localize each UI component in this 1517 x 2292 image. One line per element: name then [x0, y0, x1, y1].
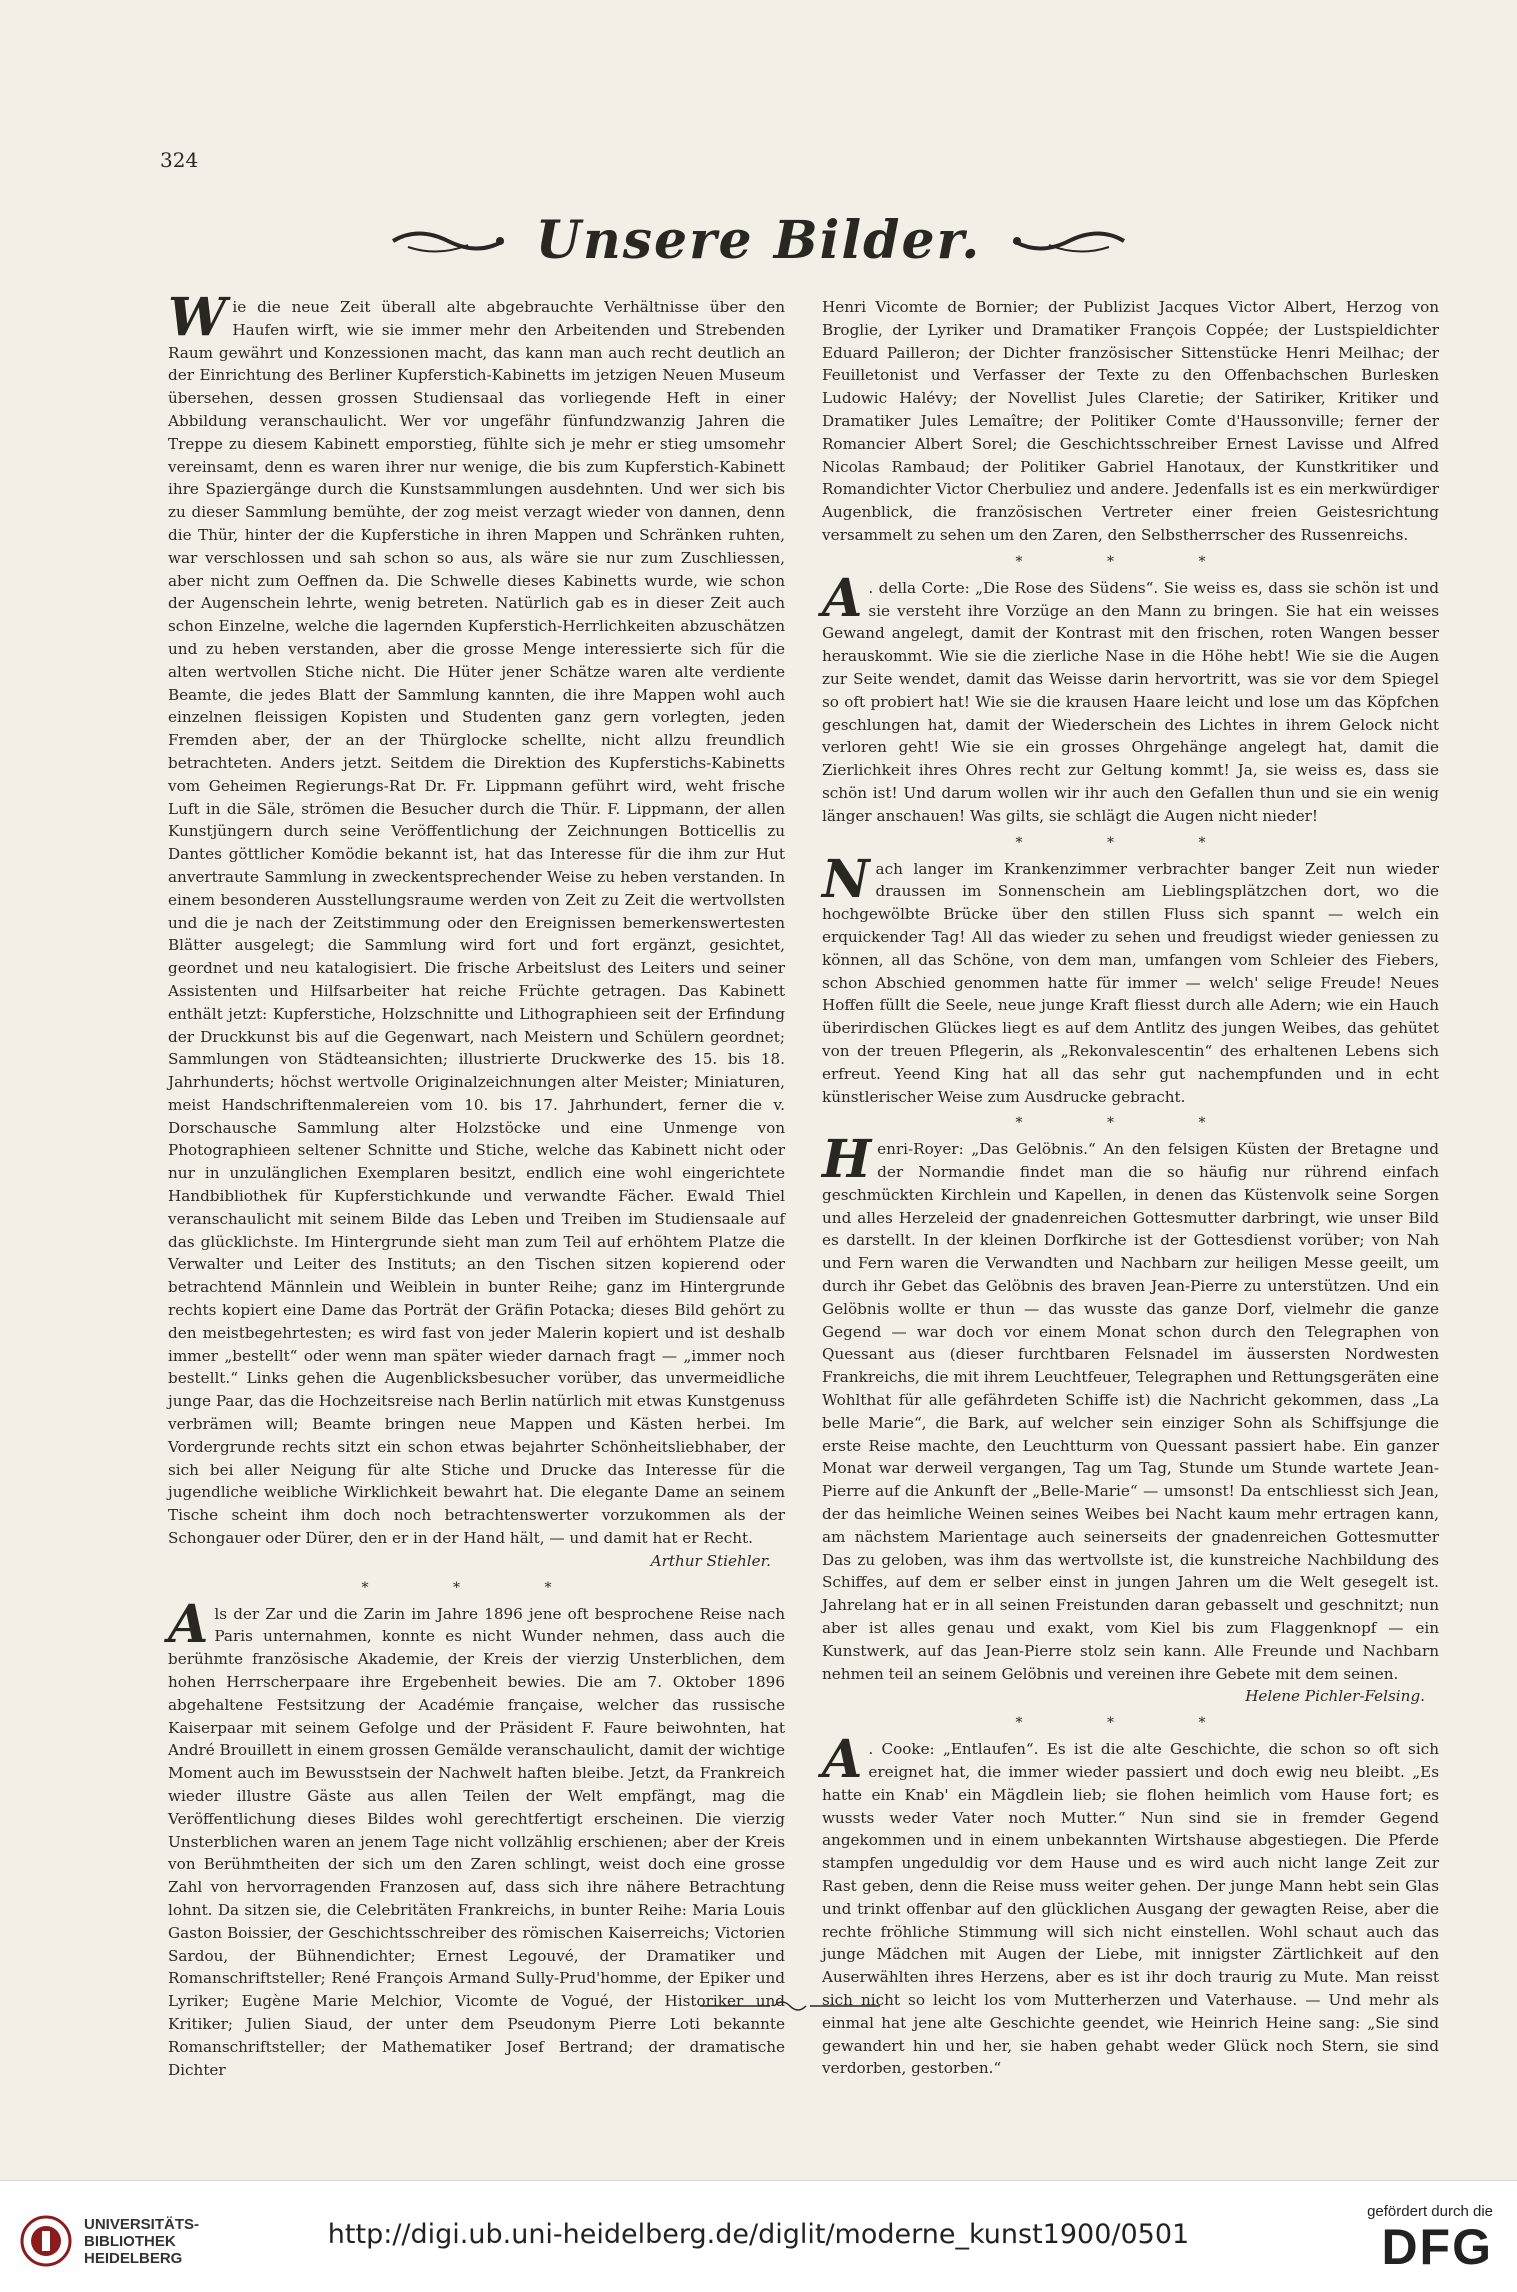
section-separator: * * * — [1015, 834, 1246, 851]
page-number: 324 — [160, 148, 199, 172]
dropcap: H — [822, 1129, 872, 1191]
section-separator: * * * — [361, 1579, 592, 1596]
article-kupferstich — [168, 287, 785, 1570]
section-separator: * * * — [1015, 1115, 1246, 1132]
section-separator: * * * — [1015, 553, 1246, 570]
article-akademie — [168, 1593, 785, 2082]
dropcap: A — [168, 1593, 209, 1655]
paragraph-text: . Cooke: „Entlaufen“. Es ist die alte Geschichte, die schon so oft sich ereignet hat, die immer wieder passiert und doch ewig neu bleibt. „Es hatte ein Knab' ein Mägdlein lieb; sie flohen heimlich vom Hause fort; es wussts weder Vater noch Mutter.“ Nun sind sie in fremder Gegend angekommen und in einem unbekannten Wirtshause abgestiegen. Die Pferde stampfen ungeduldig vor dem Hause und es wird auch nicht lange Zeit zur Rast geben, denn die Reise muss weiter gehen. Der junge Mann hebt sein Glas und trinkt offenbar auf den glücklichen Ausgang der gewagten Reise, aber die rechte fröhliche Stimmung will sich nicht einstellen. Wohl schaut auch das junge Mädchen mit Augen der Liebe, mit innigster Zärtlichkeit auf den Auserwählten ihres Herzens, aber es ist ihr doch traurig zu Mute. Man reisst sich nicht so leicht los vom Mutterherzen und Vaterhause. — Und mehr als einmal hat jene alte Geschichte geendet, wie Heinrich Heine sang: „Sie sind gewandert hin und her, sie haben gehabt weder Glück noch Stern, sie sind verdorben, gestorben.“ — [822, 1740, 1439, 2078]
ornament-left-icon — [388, 221, 508, 261]
article-entlaufen — [822, 1729, 1439, 2080]
paragraph-text: ie die neue Zeit überall alte abgebrauchte Verhältnisse über den Haufen wirft, wie sie immer mehr den Arbeitenden und Strebenden Raum gewährt und Konzessionen macht, das kann man auch recht deutlich an der Einrichtung des Berliner Kupferstich-Kabinetts im jetzigen Neuen Museum übersehen, dessen grossen Studiensaal das vorliegende Heft in einer Abbildung veranschaulicht. Wer vor ungefähr fünfundzwanzig Jahren die Treppe zu diesem Kabinett emporstieg, fühlte sich je mehr er stieg umsomehr vereinsamt, denn es waren ihrer nur wenige, die bis zum Kupferstich-Kabinett ihre Spaziergänge durch die Kunstsammlungen ausdehnten. Und wer sich bis zu dieser Sammlung bemühte, der zog meist verzagt wieder von dannen, denn die Thür, hinter der die Kupferstiche in ihren Mappen und Schränken ruhten, war verschlossen und sah schon so aus, als wäre sie nur zum Zuschliessen, aber nicht zum Oeffnen da. Die Schwelle dieses Kabinetts wurde, wie schon der Augenschein lehrte, wenig betreten. Natürlich gab es in dieser Zeit auch schon Einzelne, welche die lagernden Kupferstich-Herrlichkeiten abzuschätzen und zu heben verstanden, aber die grosse Menge interessierte sich für die alten wertvollen Stiche nicht. Die Hüter jener Schätze waren alte verdiente Beamte, die jedes Blatt der Sammlung kannten, die ihre Mappen wohl auch einzelnen fleissigen Kopisten und Studenten ganz gern vorlegten, jeden Fremden aber, der an der Thürglocke schellte, nicht allzu freundlich betrachteten. Anders jetzt. Seitdem die Direktion des Kupferstichs-Kabinetts vom Geheimen Regierungs-Rat Dr. Fr. Lippmann geführt wird, weht frische Luft in die Säle, strömen die Besucher durch die Thür. F. Lippmann, der allen Kunstjüngern durch seine Veröffentlichung der Zeichnungen Botticellis zu Dantes göttlicher Komödie bekannt ist, hat das Interesse für die ihm zur Hut anvertraute Sammlung in zweckentsprechender Weise zu heben verstanden. In einem besonderen Ausstellungsraume werden von Zeit zu Zeit die wertvollsten und die je nach der Zeitstimmung oder den Ereignissen bemerkenswertesten Blätter ausgelegt; die Sammlung wird fort und fort ergänzt, gesichtet, geordnet und neu katalogisiert. Die frische Arbeitslust des Leiters und seiner Assistenten und Hilfsarbeiter hat reiche Früchte getragen. Das Kabinett enthält jetzt: Kupferstiche, Holzschnitte und Lithographieen seit der Erfindung der Druckkunst bis auf die Gegenwart, nach Meistern und Schülern geordnet; Sammlungen von Städteansichten; illustrierte Druckwerke des 15. bis 18. Jahrhunderts; höchst wertvolle Originalzeichnungen alter Meister; Miniaturen, meist Handschriftenmalereien vom 10. bis 17. Jahrhundert, ferner die v. Dorschausche Sammlung alter Holzstöcke und eine Unmenge von Photographieen seltener Schnitte und Stiche, welche das Kabinett nicht oder nur in unzulänglichen Exemplaren besitzt, endlich eine wohl eingerichtete Handbibliothek für Kupferstichkunde und verwandte Fächer. Ewald Thiel veranschaulicht mit seinem Bilde das Leben und Treiben im Studiensaale auf das glücklichste. Im Hintergrunde sieht man zum Teil auf erhöhtem Platze die Verwalter und Leiter des Instituts; an den Tischen sitzen kopierend oder betrachtend Männlein und Weiblein in bunter Reihe; ganz im Hintergrunde rechts kopiert eine Dame das Porträt der Gräfin Potacka; dieses Bild gehört zu den meistbegehrtesten; es wird fast von jeder Malerin kopiert und ist deshalb immer „bestellt“ oder wenn man später wieder darnach fragt — „immer noch bestellt.“ Links gehen die Augenblicksbesucher vorüber, das unvermeidliche junge Paar, das die Hochzeitsreise nach Berlin natürlich mit etwas Kunstgenuss verbrämen will; Beamte bringen neue Mappen und Kästen herbei. Im Vordergrunde rechts sitzt ein schon etwas bejahrter Schönheitsliebhaber, der sich bei aller Neigung für alte Stiche und Drucke das Interesse für die jugendliche weibliche Wirklichkeit bewahrt hat. Die elegante Dame an seinem Tische scheint ihm doch noch betrachtenswerter vorzukommen als der Schongauer oder Dürer, den er in der Hand hält, — und damit hat er Recht. — [168, 298, 785, 1548]
footer-bar — [0, 2180, 1517, 2292]
paragraph-text: ls der Zar und die Zarin im Jahre 1896 jene oft besprochene Reise nach Paris unternahmen, konnte es nicht Wunder nehmen, dass auch die berühmte französische Akademie, der Kreis der vierzig Unsterblichen, dem hohen Herrscherpaare ihre Ergebenheit bewies. Die am 7. Oktober 1896 abgehaltene Festsitzung der Académie française, welcher das russische Kaiserpaar mit seinem Gefolge und der Präsident F. Faure beiwohnten, hat André Brouillett in einem grossen Gemälde veranschaulicht, damit der wichtige Moment auch im Bewusstsein der Nachwelt haften bleibe. Jetzt, da Frankreich wieder illustre Gäste aus allen Teilen der Welt empfängt, mag die Veröffentlichung dieses Bildes wohl gerechtfertigt erscheinen. Die vierzig Unsterblichen waren an jenem Tage nicht vollzählig erschienen; aber der Kreis von Berühmtheiten der sich um den Zaren schlingt, weist doch eine grosse Zahl von hervorragenden Franzosen auf, dass sich ihre nähere Betrachtung lohnt. Da sitzen sie, die Celebritäten Frankreichs, in bunter Reihe: Maria Louis Gaston Boissier, der Geschichtsschreiber des römischen Kaiserreichs; Victorien Sardou, der Bühnendichter; Ernest Legouvé, der Dramatiker und Romanschriftsteller; René François Armand Sully-Prud'homme, der Epiker und Lyriker; Eugène Marie Melchior, Vicomte de Vogué, der Historiker und Kritiker; Julien Siaud, der unter dem Pseudonym Pierre Loti bekannte Romanschriftsteller; der Mathematiker Josef Bertrand; der dramatische Dichter — [168, 1604, 785, 2079]
paragraph-text: Henri Vicomte de Bornier; der Publizist Jacques Victor Albert, Herzog von Broglie, der Lyriker und Dramatiker François Coppée; der Lustspieldichter Eduard Pailleron; der Dichter französischer Sittenstücke Henri Meilhac; der Feuilletonist und Verfasser der Texte zu den Offenbachschen Burlesken Ludowic Halévy; der Novellist Jules Claretie; der Satiriker, Kritiker und Dramatiker Jules Lemaître; der Politiker Comte d'Haussonville; ferner der Romancier Albert Sorel; die Geschichtsschreiber Ernest Lavisse und Alfred Nicolas Rambaud; der Politiker Gabriel Hanotaux, der Kunstkritiker und Romandichter Victor Cherbuliez und andere. Jedenfalls ist es ein merkwürdiger Augenblick, die französischen Vertreter einer freien Geistesrichtung versammelt zu sehen um den Zaren, den Selbstherrscher des Russenreichs. — [822, 298, 1439, 544]
article-geloebnis — [822, 1129, 1439, 1706]
dropcap: A — [822, 1729, 863, 1791]
left-column — [168, 287, 785, 2081]
right-column — [822, 296, 1439, 2080]
document-url-link[interactable]: http://digi.ub.uni-heidelberg.de/diglit/moderne_kunst1900/0501 — [327, 2219, 1190, 2250]
dfg-logo: DFG — [1381, 2219, 1493, 2275]
article-rose — [822, 567, 1439, 828]
article-akademie-continued — [822, 296, 1439, 547]
ornament-right-icon — [1009, 221, 1129, 261]
title-block — [0, 210, 1517, 271]
library-name: UNIVERSITÄTS- BIBLIOTHEK HEIDELBERG — [84, 2215, 200, 2267]
article-rekonvalescentin — [822, 848, 1439, 1109]
funded-by-label: gefördert durch die — [1367, 2203, 1493, 2220]
section-separator: * * * — [1015, 1715, 1246, 1732]
dropcap: W — [168, 287, 227, 348]
dropcap: A — [822, 567, 863, 629]
author-signature: Helene Pichler-Felsing. — [1245, 1687, 1425, 1706]
dropcap: N — [822, 848, 870, 910]
funder-block[interactable] — [1367, 2203, 1493, 2274]
paragraph-text: enri-Royer: „Das Gelöbnis.“ An den felsigen Küsten der Bretagne und der Normandie findet man die so häufig nur rührend einfach geschmückten Kirchlein und Kapellen, in denen das Küstenvolk seine Sorgen und alles Herzeleid der gnadenreichen Gottesmutter darbringt, wie unser Bild es darstellt. In der kleinen Dorfkirche ist der Gottesdienst vorüber; von Nah und Fern waren die Verwandten und Nachbarn zur heiligen Messe geeilt, um durch ihr Gebet das Gelöbnis des braven Jean-Pierre zu unterstützen. Und ein Gelöbnis wollte er thun — das wusste das ganze Dorf, vielmehr die ganze Gegend — war doch vor einem Monat schon durch den Telegraphen von Quessant aus (dieser furchtbaren Felsnadel im äussersten Nordwesten Frankreichs, die mit ihrem Leuchtfeuer, Telegraphen und Rettungsgeräten eine Wohlthat für alle gefährdeten Schiffe ist) die Nachricht gekommen, dass „La belle Marie“, die Bark, auf welcher sein einziger Sohn als Schiffsjunge die erste Reise machte, den Leuchtturm von Quessant passiert habe. Ein ganzer Monat war derweil vergangen, Tag um Tag, Stunde um Stunde wartete Jean-Pierre auf die Ankunft der „Belle-Marie“ — umsonst! Da entschliesst sich Jean, der das heimliche Weinen seines Weibes bei Nacht kaum mehr ertragen kann, am nächstem Marientage auch seinerseits der gnadenreichen Gottesmutter Das zu geloben, was ihm das wertvollste ist, die kunstreiche Nachbildung des Schiffes, auf dem er selber einst in jungen Jahren um die Welt gesegelt ist. Jahrelang hat er in all seinen Freistunden daran gebasselt und geschnitzt; nun aber ist alles genau und exakt, vom Kiel bis zum Flaggenknopf — ein Kunstwerk, auf das Jean-Pierre stolz sein kann. Alle Freunde und Nachbarn nehmen teil an seinem Gelöbnis und vereinen ihre Gebete mit dem seinen. — [822, 1140, 1439, 1683]
paragraph-text: ach langer im Krankenzimmer verbrachter banger Zeit nun wieder draussen im Sonnenschein am Lieblingsplätzchen dort, wo die hochgewölbte Brücke über den stillen Fluss sich spannt — welch ein erquickender Tag! All das wieder zu sehen und freudigst wieder geniessen zu können, all das Schöne, von dem man, umfangen vom Schleier des Fiebers, schon Abschied genommen hatte für immer — welch' selige Freude! Neues Hoffen füllt die Seele, neue junge Kraft fliesst durch alle Adern; wie ein Hauch überirdischen Glückes liegt es auf dem Antlitz des jungen Weibes, das gehütet von der treuen Pflegerin, als „Rekonvalescentin“ des erhaltenen Lebens sich erfreut. Yeend King hat all das sehr gut nachempfunden und in echt künstlerischer Weise zum Ausdrucke gebracht. — [822, 859, 1439, 1106]
author-signature: Arthur Stiehler. — [650, 1551, 771, 1570]
end-ornament-icon — [700, 1996, 880, 2016]
paragraph-text: . della Corte: „Die Rose des Südens“. Sie weiss es, dass sie schön ist und sie versteht ihre Vorzüge an den Mann zu bringen. Sie hat ein weisses Gewand angelegt, damit der Kontrast mit den frischen, roten Wangen besser herauskommt. Wie sie die zierliche Nase in die Höhe hebt! Wie sie die Augen zur Seite wendet, damit das Weisse darin hervortritt, was sie vor dem Spiegel so oft probiert hat! Wie sie die krausen Haare leicht und lose um das Köpfchen geschlungen hat, damit der Wiederschein des Lichtes in ihrem Gelock nicht verloren geht! Wie sie ein grosses Ohrgehänge angelegt hat, damit die Zierlichkeit ihres Ohres recht zur Geltung kommt! Ja, sie weiss es, dass sie schön ist! Und darum wollen wir ihr auch den Gefallen thun und sie ein wenig länger anschauen! Was gilts, sie schlägt die Augen nicht nieder! — [822, 578, 1439, 825]
page-title: Unsere Bilder. — [535, 210, 982, 271]
